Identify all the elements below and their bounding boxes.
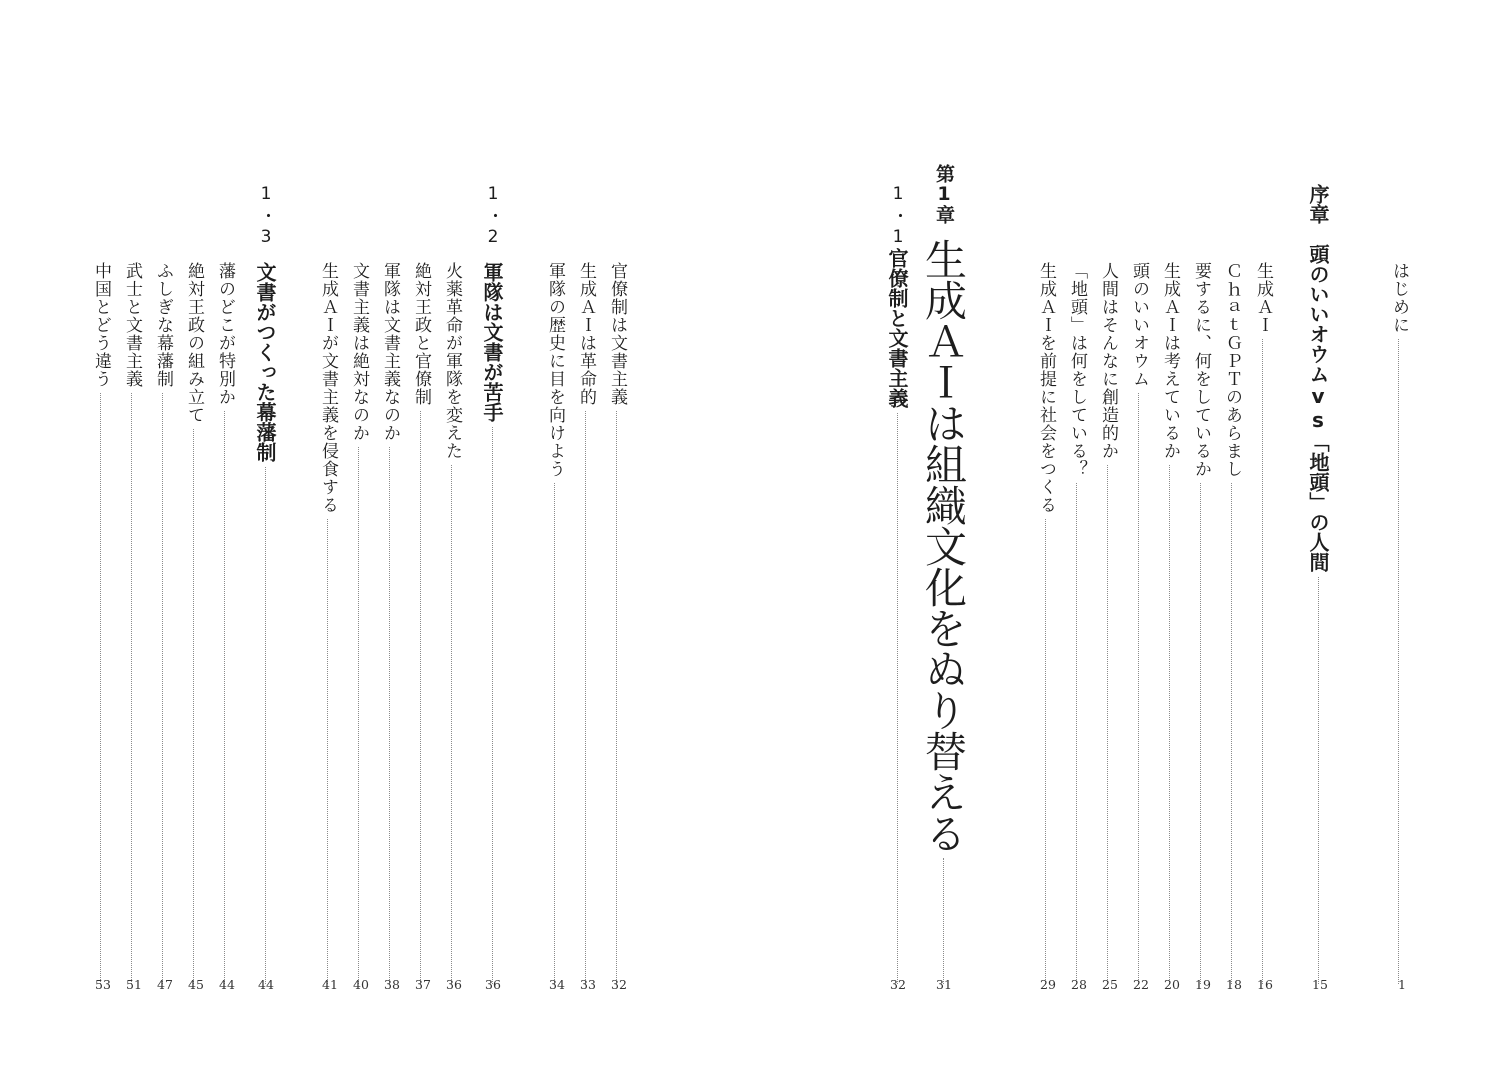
toc-section-heading[interactable] [482, 262, 502, 984]
page-number: 36 [446, 977, 462, 992]
page-number: 33 [580, 977, 596, 992]
dot-leader [585, 411, 586, 984]
entry-label: 「地頭」は何をしている？ [1067, 262, 1087, 478]
page-number: 45 [188, 977, 204, 992]
dot-leader [193, 429, 194, 984]
dot-leader [897, 413, 898, 984]
toc-entry[interactable] [577, 262, 594, 984]
dot-leader [1318, 577, 1319, 984]
entry-label: 武士と文書主義 [122, 262, 142, 388]
toc-entry[interactable] [1099, 262, 1116, 984]
toc-entry[interactable] [319, 262, 336, 984]
entry-label: ＣｈａｔＧＰＴのあらまし [1222, 262, 1242, 478]
page-number: 31 [936, 977, 952, 992]
dot-leader [224, 411, 225, 984]
page-number: 44 [219, 977, 235, 992]
toc-prologue-heading[interactable] [1308, 184, 1328, 984]
entry-label: 生成ＡＩを前提に社会をつくる [1036, 262, 1056, 514]
page-number: 34 [549, 977, 565, 992]
right-page [750, 0, 1500, 1086]
dot-leader [554, 483, 555, 984]
dot-leader [492, 427, 493, 984]
page-number: 40 [353, 977, 369, 992]
chapter-number: 第1章 [933, 164, 955, 224]
toc-entry[interactable] [1161, 262, 1178, 984]
page-number: 53 [95, 977, 111, 992]
dot-leader [1045, 519, 1046, 984]
toc-entry-hajimeni[interactable] [1390, 262, 1407, 984]
toc-chapter-heading[interactable] [919, 238, 968, 984]
dot-leader [1262, 339, 1263, 984]
toc-section-heading[interactable] [887, 248, 907, 984]
dot-leader [1138, 393, 1139, 984]
dot-leader [1076, 483, 1077, 984]
toc-entry[interactable] [412, 262, 429, 984]
section-title: 官僚制と文書主義 [885, 248, 909, 408]
entry-label: 文書主義は絶対なのか [349, 262, 369, 442]
dot-leader [100, 393, 101, 984]
page-number: 51 [126, 977, 142, 992]
toc-entry[interactable] [1068, 262, 1085, 984]
dot-leader [162, 393, 163, 984]
dot-leader [358, 447, 359, 984]
dot-leader [1398, 339, 1399, 984]
toc-entry[interactable] [1223, 262, 1240, 984]
dot-leader [420, 411, 421, 984]
entry-label: 生成ＡＩが文書主義を侵食する [318, 262, 338, 514]
entry-label: 生成ＡＩは考えているか [1160, 262, 1180, 460]
dot-leader [1200, 483, 1201, 984]
page-number: 22 [1133, 977, 1149, 992]
page-number: 25 [1102, 977, 1118, 992]
toc-entry[interactable] [123, 262, 140, 984]
dot-leader [616, 411, 617, 984]
toc-entry[interactable] [92, 262, 109, 984]
toc-entry[interactable] [1130, 262, 1147, 984]
entry-label: はじめに [1389, 262, 1409, 334]
entry-label: 藩のどこが特別か [215, 262, 235, 406]
toc-entry[interactable] [1192, 262, 1209, 984]
page-number: 36 [485, 977, 501, 992]
page-number: 47 [157, 977, 173, 992]
page-number: 16 [1257, 977, 1273, 992]
dot-leader [1169, 465, 1170, 984]
toc-entry[interactable] [350, 262, 367, 984]
page-number: 41 [322, 977, 338, 992]
toc-entry[interactable] [1254, 262, 1271, 984]
dot-leader [1231, 483, 1232, 984]
page-number: 38 [384, 977, 400, 992]
entry-label: 軍隊の歴史に目を向けよう [545, 262, 565, 478]
entry-label: 生成ＡＩは革命的 [576, 262, 596, 406]
entry-label: 中国とどう違う [91, 262, 111, 388]
dot-leader [265, 467, 266, 984]
toc-entry[interactable] [1037, 262, 1054, 984]
toc-entry[interactable] [546, 262, 563, 984]
dot-leader [451, 465, 452, 984]
chapter-title: 生成ＡＩは組織文化をぬり替える [919, 238, 968, 853]
dot-leader [943, 858, 944, 984]
entry-label: 官僚制は文書主義 [607, 262, 627, 406]
page-number: 1 [1398, 977, 1406, 992]
toc-entry[interactable] [216, 262, 233, 984]
section-number: 1・2 [483, 184, 503, 250]
entry-label: 火薬革命が軍隊を変えた [442, 262, 462, 460]
toc-entry[interactable] [381, 262, 398, 984]
dot-leader [131, 393, 132, 984]
page-number: 29 [1040, 977, 1056, 992]
entry-label: 人間はそんなに創造的か [1098, 262, 1118, 460]
page-number: 18 [1226, 977, 1242, 992]
entry-label: 要するに、何をしているか [1191, 262, 1211, 478]
toc-entry[interactable] [608, 262, 625, 984]
entry-label: 軍隊は文書主義なのか [380, 262, 400, 442]
page-number: 32 [890, 977, 906, 992]
toc-section-heading[interactable] [255, 262, 275, 984]
toc-entry[interactable] [185, 262, 202, 984]
page-number: 28 [1071, 977, 1087, 992]
section-title: 文書がつくった幕藩制 [253, 262, 277, 462]
dot-leader [389, 447, 390, 984]
entry-label: 絶対王政と官僚制 [411, 262, 431, 406]
section-number: 1・1 [888, 184, 908, 250]
page-number: 15 [1312, 977, 1328, 992]
entry-label: 頭のいいオウム [1129, 262, 1149, 388]
section-title: 軍隊は文書が苦手 [480, 262, 504, 422]
toc-entry[interactable] [154, 262, 171, 984]
dot-leader [1107, 465, 1108, 984]
section-number: 1・3 [256, 184, 276, 250]
page-number: 19 [1195, 977, 1211, 992]
toc-entry[interactable] [443, 262, 460, 984]
page-number: 44 [258, 977, 274, 992]
entry-label: 生成ＡＩ [1253, 262, 1273, 334]
entry-label: ふしぎな幕藩制 [153, 262, 173, 388]
entry-label: 絶対王政の組み立て [184, 262, 204, 424]
page-number: 37 [415, 977, 431, 992]
dot-leader [327, 519, 328, 984]
prologue-title: 序章 頭のいいオウムvs「地頭」の人間 [1306, 184, 1330, 572]
page-number: 32 [611, 977, 627, 992]
page-number: 20 [1164, 977, 1180, 992]
